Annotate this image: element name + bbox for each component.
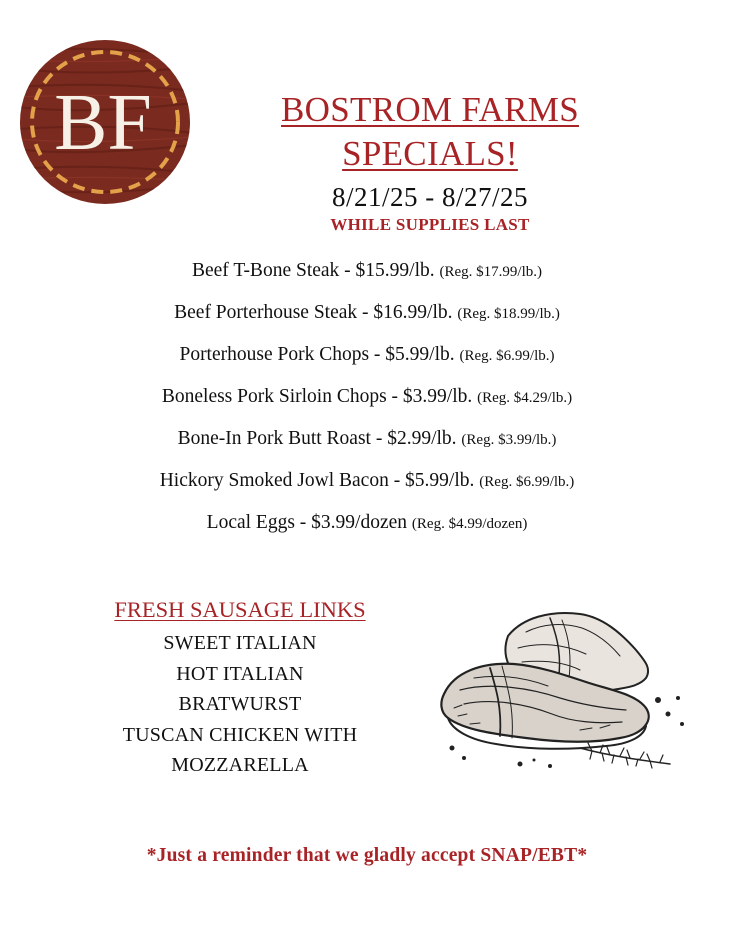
title-line-1: BOSTROM FARMS [281, 90, 579, 129]
title-line-2: SPECIALS! [342, 134, 518, 173]
sausage-title: FRESH SAUSAGE LINKS [114, 597, 366, 622]
sausage-item: SWEET ITALIAN [163, 632, 317, 654]
special-item [0, 256, 734, 298]
special-item-text: Beef Porterhouse Steak - $16.99/lb. [174, 302, 453, 323]
special-item-text: Hickory Smoked Jowl Bacon - $5.99/lb. [159, 470, 475, 491]
special-item-text: Bone-In Pork Butt Roast - $2.99/lb. [177, 428, 457, 449]
steak-illustration [430, 598, 700, 778]
supplies-note: WHILE SUPPLIES LAST [330, 215, 530, 234]
regular-price: (Reg. $18.99/lb.) [457, 306, 560, 322]
special-item-text: Beef T-Bone Steak - $15.99/lb. [191, 260, 435, 281]
regular-price: (Reg. $6.99/lb.) [479, 474, 575, 490]
sausage-item: HOT ITALIAN [176, 662, 304, 685]
special-item [0, 508, 734, 550]
sausage-section [70, 595, 410, 781]
special-item [0, 424, 734, 466]
special-item-text: Porterhouse Pork Chops - $5.99/lb. [179, 344, 455, 365]
regular-price: (Reg. $6.99/lb.) [459, 348, 555, 364]
sausage-item: BRATWURST [178, 693, 302, 715]
regular-price: (Reg. $3.99/lb.) [461, 432, 557, 448]
special-item [0, 382, 734, 424]
header [240, 88, 620, 236]
special-item [0, 466, 734, 508]
special-item [0, 298, 734, 340]
logo-text: BF [54, 79, 152, 167]
date-range: 8/21/25 - 8/27/25 [332, 182, 528, 212]
regular-price: (Reg. $4.29/lb.) [477, 390, 573, 406]
special-item-text: Local Eggs - $3.99/dozen [206, 512, 408, 533]
regular-price: (Reg. $4.99/dozen) [411, 516, 528, 532]
sausage-item: TUSCAN CHICKEN WITH [122, 723, 358, 746]
bostrom-farms-logo [17, 37, 193, 207]
special-item-text: Boneless Pork Sirloin Chops - $3.99/lb. [161, 386, 473, 407]
specials-list [0, 256, 734, 550]
sausage-item: MOZZARELLA [171, 754, 309, 776]
regular-price: (Reg. $17.99/lb.) [439, 264, 542, 280]
special-item [0, 340, 734, 382]
snap-ebt-note: *Just a reminder that we gladly accept SNAP/EBT* [146, 845, 588, 866]
